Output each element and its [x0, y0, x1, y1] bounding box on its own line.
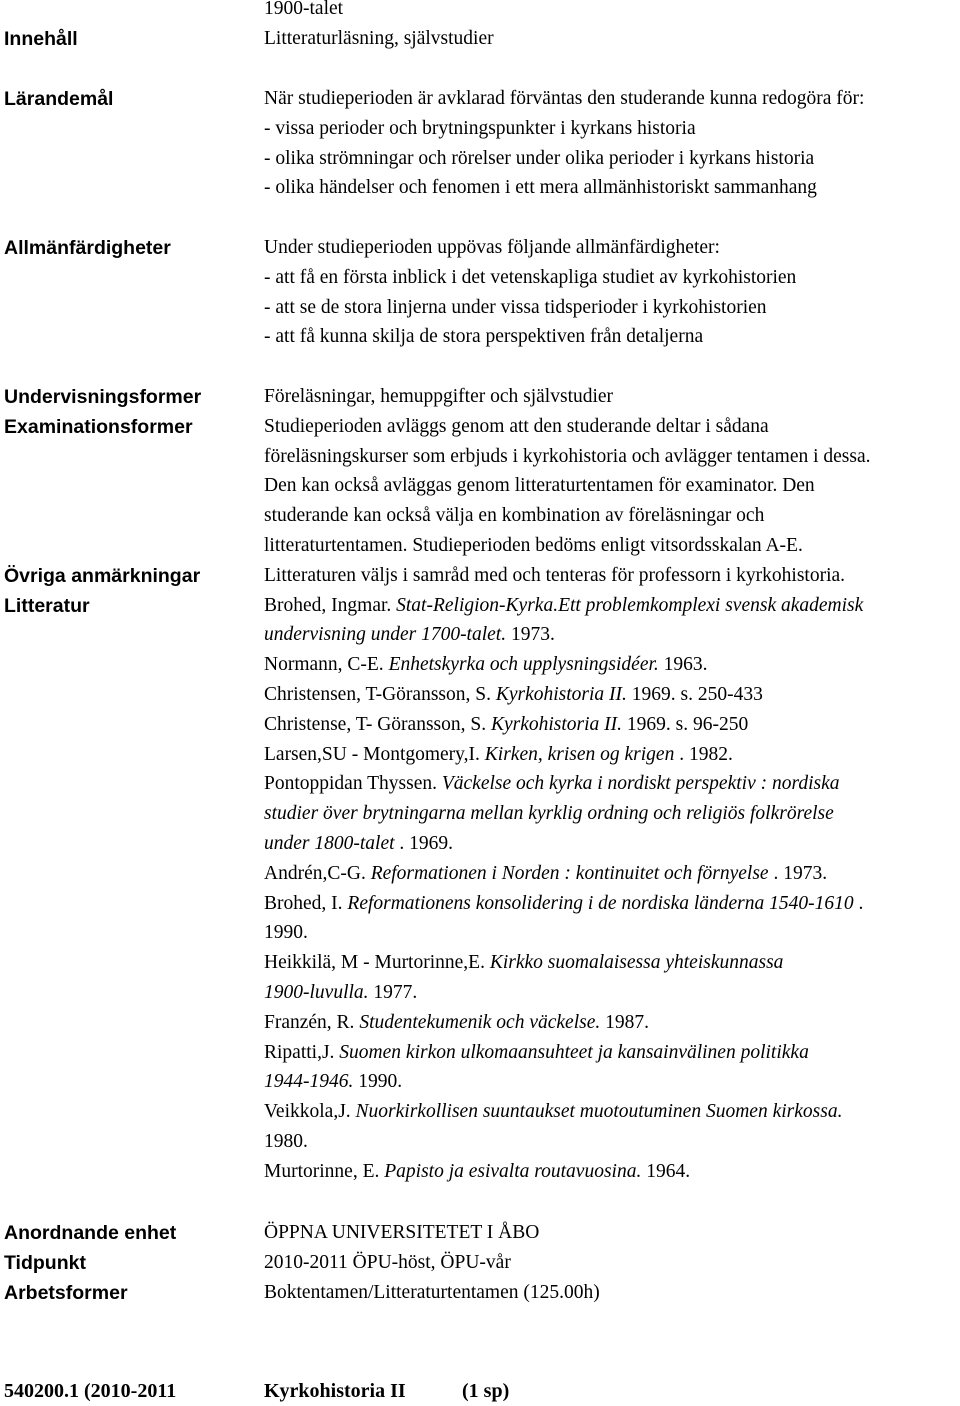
litteratur-text: 1990. — [353, 1071, 403, 1093]
litteratur-title: Suomen kirkon ulkomaansuhteet ja kansainvälinen politikka — [339, 1041, 809, 1063]
larandemal-line: - olika strömningar och rörelser under olika perioder i kyrkans historia — [264, 147, 815, 169]
litteratur-title: Nuorkirkollisen suuntaukset muotoutuminen Suomen kirkossa. — [355, 1101, 843, 1123]
litteratur-title: Papisto ja esivalta routavuosina. — [384, 1160, 642, 1182]
litteratur-text: 1969. s. 250-433 — [626, 683, 763, 705]
examinationsformer-line: Den kan också avläggas genom litteraturtentamen för examinator. Den — [264, 475, 815, 497]
label-allmanfardigheter: Allmänfärdigheter — [4, 237, 171, 259]
larandemal-line: - vissa perioder och brytningspunkter i kyrkans historia — [264, 117, 696, 139]
litteratur-text: 1964. — [641, 1160, 691, 1182]
litteratur-text: 1990. — [264, 922, 308, 944]
litteratur-title: Enhetskyrka och upplysningsidéer. — [388, 654, 659, 676]
label-arbetsformer: Arbetsformer — [4, 1282, 128, 1304]
litteratur-title: under 1800-talet — [264, 832, 395, 854]
litteratur-item — [264, 978, 958, 1008]
allmanfardigheter-line: - att få kunna skilja de stora perspektiven från detaljerna — [264, 326, 704, 348]
larandemal-line: - olika händelser och fenomen i ett mera allmänhistoriskt sammanhang — [264, 177, 817, 199]
examinationsformer-line: föreläsningskurser som erbjuds i kyrkohistoria och avlägger tentamen i dessa. — [264, 445, 871, 467]
innehall-line: Litteraturläsning, självstudier — [264, 27, 494, 49]
litteratur-text: . 1973. — [768, 862, 828, 884]
litteratur-text: Christensen, T-Göransson, S. — [264, 683, 496, 705]
litteratur-title: Kirken, krisen og krigen — [484, 743, 675, 765]
label-undervisningsformer: Undervisningsformer — [4, 386, 202, 408]
label-anordnande-enhet: Anordnande enhet — [4, 1222, 177, 1244]
label-examinationsformer: Examinationsformer — [4, 416, 193, 438]
litteratur-text: Heikkilä, M - Murtorinne,E. — [264, 952, 490, 974]
litteratur-item — [264, 1127, 958, 1157]
litteratur-item — [264, 1097, 958, 1127]
litteratur-item — [264, 769, 958, 799]
innehall-section — [264, 0, 958, 54]
litteratur-title: Kyrkohistoria II. — [490, 713, 623, 735]
anordnande-enhet-text: ÖPPNA UNIVERSITETET I ÅBO — [264, 1222, 540, 1243]
examinationsformer-line: Studieperioden avläggs genom att den studerande deltar i sådana — [264, 415, 769, 437]
label-litteratur: Litteratur — [4, 595, 90, 617]
litteratur-item — [264, 799, 958, 829]
litteratur-item — [264, 1067, 958, 1097]
litteratur-text: Ripatti,J. — [264, 1041, 340, 1063]
allmanfardigheter-section — [264, 233, 958, 352]
litteratur-title: undervisning under 1700-talet. — [264, 624, 507, 646]
litteratur-item — [264, 1038, 958, 1068]
litteratur-text: . 1969. — [394, 832, 454, 854]
litteratur-text: Andrén,C-G. — [264, 862, 371, 884]
litteratur-text: 1969. s. 96-250 — [622, 713, 749, 735]
ovriga-anmarkningar-text: Litteraturen väljs i samråd med och tenteras för professorn i kyrkohistoria. — [264, 564, 846, 586]
allmanfardigheter-line: - att se de stora linjerna under vissa tidsperioder i kyrkohistorien — [264, 296, 767, 318]
course-title: Kyrkohistoria II — [264, 1380, 406, 1402]
litteratur-item — [264, 1157, 958, 1187]
litteratur-title: Studentekumenik och väckelse. — [359, 1011, 601, 1033]
litteratur-text: Veikkola,J. — [264, 1101, 356, 1123]
innehall-line: 1900-talet — [264, 0, 344, 19]
litteratur-text: Brohed, I. — [264, 892, 348, 914]
tidpunkt-text: 2010-2011 ÖPU-höst, ÖPU-vår — [264, 1251, 511, 1273]
larandemal-line: När studieperioden är avklarad förväntas den studerande kunna redogöra för: — [264, 88, 865, 109]
litteratur-title: 1944-1946. — [264, 1071, 354, 1093]
course-code: 540200.1 (2010-2011 — [4, 1380, 177, 1402]
arbetsformer-text: Boktentamen/Litteraturtentamen (125.00h) — [264, 1281, 600, 1303]
litteratur-text: Larsen,SU - Montgomery,I. — [264, 743, 485, 765]
litteratur-item — [264, 889, 958, 919]
litteratur-text: . 1982. — [674, 743, 733, 765]
litteratur-item — [264, 1008, 958, 1038]
litteratur-title: Kirkko suomalaisessa yhteiskunnassa — [489, 952, 784, 974]
litteratur-text: 1980. — [264, 1130, 308, 1152]
litteratur-item — [264, 829, 958, 859]
litteratur-text: 1973. — [506, 624, 555, 646]
litteratur-title: 1900-luvulla. — [264, 981, 369, 1003]
litteratur-text: Murtorinne, E. — [264, 1160, 385, 1182]
litteratur-item — [264, 620, 958, 650]
litteratur-text: . — [853, 892, 864, 914]
litteratur-item — [264, 591, 958, 621]
litteratur-text: Christense, T- Göransson, S. — [264, 713, 491, 735]
main-text-section — [264, 382, 958, 1187]
admin-section — [264, 1218, 958, 1307]
litteratur-item — [264, 859, 958, 889]
undervisningsformer-text: Föreläsningar, hemuppgifter och självstudier — [264, 386, 614, 407]
allmanfardigheter-line: Under studieperioden uppövas följande allmänfärdigheter: — [264, 237, 720, 258]
litteratur-text: 1987. — [600, 1011, 649, 1033]
litteratur-title: Väckelse och kyrka i nordiskt perspektiv : nordiska — [441, 773, 840, 795]
litteratur-title: Reformationens konsolidering i de nordiska länderna 1540-1610 — [347, 892, 854, 914]
litteratur-item — [264, 650, 958, 680]
litteratur-text: Normann, C-E. — [264, 654, 389, 676]
litteratur-item — [264, 948, 958, 978]
litteratur-text: Brohed, Ingmar. — [264, 594, 397, 616]
allmanfardigheter-line: - att få en första inblick i det vetenskapliga studiet av kyrkohistorien — [264, 266, 797, 288]
litteratur-text: Franzén, R. — [264, 1011, 360, 1033]
examinationsformer-line: litteraturtentamen. Studieperioden bedöms enligt vitsordsskalan A-E. — [264, 534, 803, 556]
litteratur-item — [264, 918, 958, 948]
litteratur-text: 1963. — [658, 654, 708, 676]
label-tidpunkt: Tidpunkt — [4, 1252, 86, 1274]
litteratur-title: Kyrkohistoria II. — [495, 683, 627, 705]
litteratur-item — [264, 680, 958, 710]
litteratur-item — [264, 710, 958, 740]
litteratur-list — [264, 591, 958, 1187]
litteratur-text: Pontoppidan Thyssen. — [264, 773, 442, 795]
label-innehall: Innehåll — [4, 28, 78, 50]
litteratur-text: 1977. — [368, 981, 418, 1003]
litteratur-title: Stat-Religion-Kyrka.Ett problemkomplexi svensk akademisk — [396, 594, 864, 616]
label-larandemal: Lärandemål — [4, 88, 114, 110]
label-ovriga-anmarkningar: Övriga anmärkningar — [4, 565, 201, 587]
litteratur-item — [264, 740, 958, 770]
course-credits: (1 sp) — [462, 1380, 510, 1402]
examinationsformer-line: studerande kan också välja en kombination av föreläsningar och — [264, 505, 765, 527]
litteratur-title: studier över brytningarna mellan kyrklig ordning och religiös folkrörelse — [264, 803, 834, 825]
litteratur-title: Reformationen i Norden : kontinuitet och förnyelse — [370, 862, 769, 884]
larandemal-section — [264, 84, 958, 203]
